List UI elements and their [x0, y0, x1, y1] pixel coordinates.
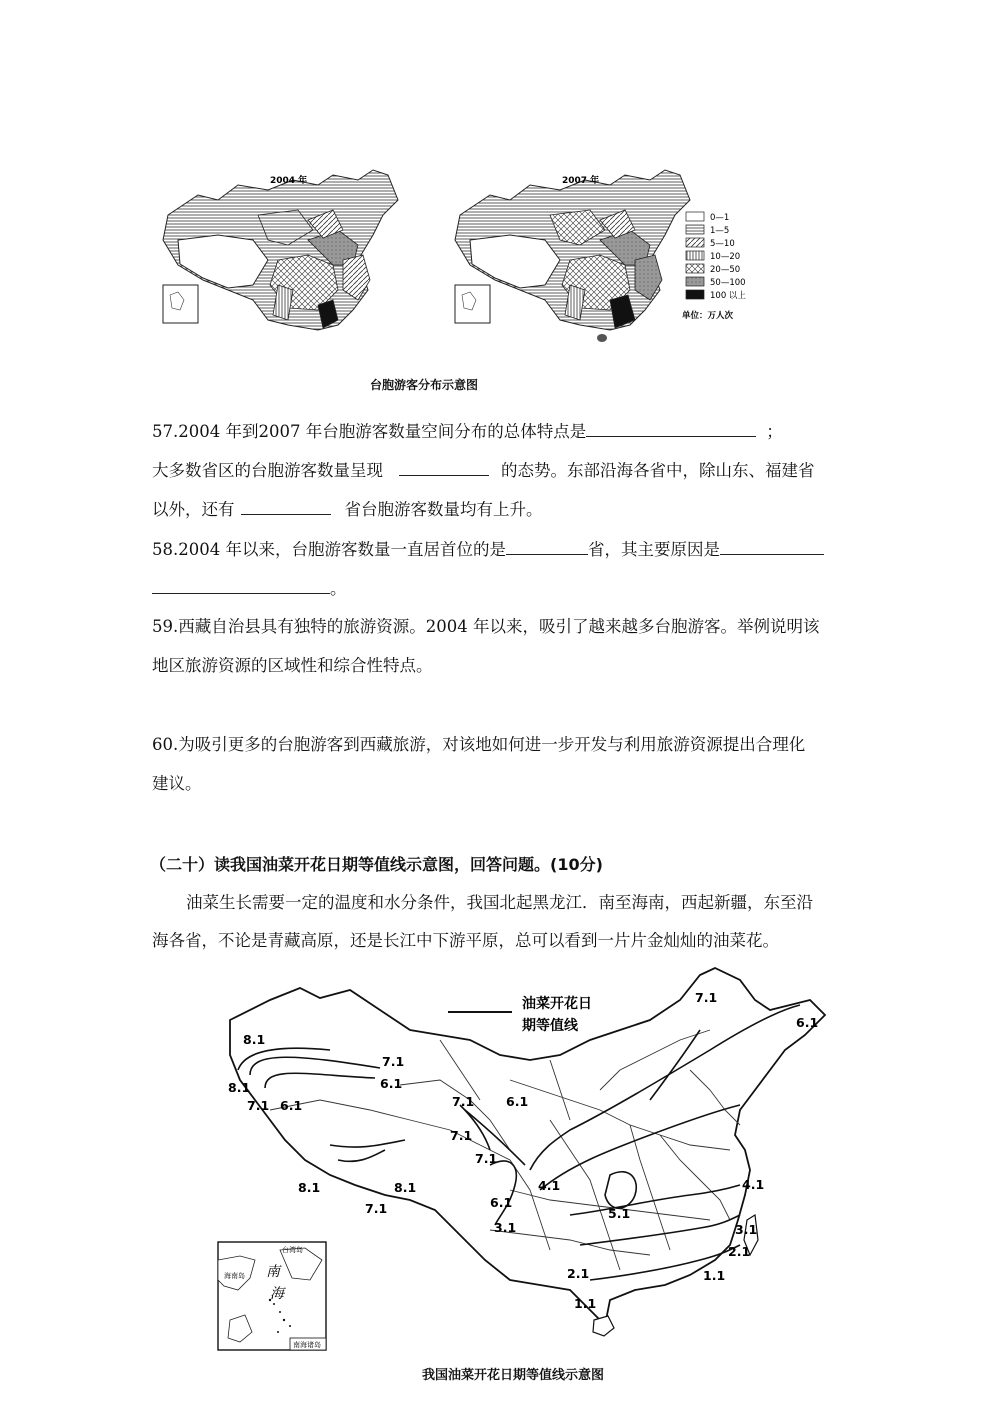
q57-text: 的态势。东部沿海各省中，除山东、福建省	[501, 461, 815, 480]
taiwan-tourists-maps	[150, 150, 790, 360]
q60-line2: 建议。	[152, 774, 202, 793]
q59-line1: 59.西藏自治县具有独特的旅游资源。2004 年以来，吸引了越来越多台胞游客。举例说明该	[152, 617, 820, 636]
isoline-label: 4.1	[742, 1177, 765, 1192]
inset-label-hainan: 海南岛	[224, 1272, 245, 1280]
isoline-legend-line1: 油菜开花日	[522, 996, 592, 1012]
inset-label-taiwan: 台湾岛	[282, 1246, 303, 1254]
q57-line1	[152, 420, 783, 442]
legend-item: 0—1	[710, 213, 730, 223]
q58-line1	[152, 538, 824, 560]
q58-text: 省，其主要原因是	[587, 540, 720, 559]
inset-sea-label: 海	[270, 1286, 284, 1302]
q58-text: 58.2004 年以来，台胞游客数量一直居首位的是	[152, 540, 506, 559]
isoline-label: 8.1	[243, 1032, 266, 1047]
legend-item: 5—10	[710, 239, 735, 249]
q57-blank-3[interactable]	[241, 498, 331, 515]
isoline-label: 2.1	[567, 1266, 590, 1281]
isoline-label: 5.1	[608, 1206, 631, 1221]
legend-item: 20—50	[710, 265, 741, 275]
q57-text: 57.2004 年到2007 年台胞游客数量空间分布的总体特点是	[152, 422, 587, 441]
legend-item: 50—100	[710, 278, 746, 288]
isoline-label: 4.1	[538, 1178, 561, 1193]
isoline-label: 8.1	[394, 1180, 417, 1195]
legend	[682, 212, 746, 321]
isoline-label: 3.1	[494, 1220, 517, 1235]
q57-text: 省台胞游客数量均有上升。	[344, 500, 543, 519]
isoline-legend-line2: 期等值线	[522, 1018, 578, 1034]
q59-line2: 地区旅游资源的区域性和综合性特点。	[152, 656, 433, 675]
q57-text: 以外，还有	[152, 500, 235, 519]
top-maps-caption: 台胞游客分布示意图	[370, 378, 479, 392]
isoline-label: 7.1	[365, 1201, 388, 1216]
inset-sea-label: 南	[266, 1264, 280, 1280]
q58-blank-3[interactable]	[152, 577, 330, 594]
q58-blank-2[interactable]	[720, 538, 824, 555]
isoline-label: 2.1	[728, 1244, 751, 1259]
legend-item: 1—5	[710, 226, 730, 236]
inset-label-islands: 南海诸岛	[293, 1341, 321, 1349]
south-china-sea-inset	[218, 1242, 326, 1350]
isoline-label: 7.1	[475, 1151, 498, 1166]
q57-line3	[152, 498, 543, 520]
section20-heading: （二十）读我国油菜开花日期等值线示意图，回答问题。(10分)	[150, 855, 603, 874]
legend-unit: 单位：万人次	[682, 311, 734, 321]
isoline-label: 6.1	[380, 1076, 403, 1091]
q57-line2	[152, 459, 815, 481]
isoline-label: 6.1	[506, 1094, 529, 1109]
isoline-label: 7.1	[450, 1128, 473, 1143]
q58-blank-1[interactable]	[506, 538, 588, 555]
isoline-label: 7.1	[382, 1054, 405, 1069]
legend-item: 10—20	[710, 252, 741, 262]
map-2004-label: 2004 年	[270, 176, 308, 186]
isoline-label: 6.1	[280, 1098, 303, 1113]
isoline-label: 6.1	[796, 1015, 819, 1030]
rapeseed-isoline-map	[210, 960, 850, 1360]
map-2007	[455, 170, 690, 342]
q60-line1: 60.为吸引更多的台胞游客到西藏旅游，对该地如何进一步开发与利用旅游资源提出合理化	[152, 735, 806, 754]
isoline-label: 1.1	[703, 1268, 726, 1283]
legend-item: 100 以上	[710, 291, 746, 301]
q57-blank-1[interactable]	[586, 420, 756, 437]
hainan-island	[593, 1316, 614, 1336]
isoline-label: 1.1	[574, 1296, 597, 1311]
q58-line2	[152, 577, 347, 599]
section20-para-line1: 油菜生长需要一定的温度和水分条件，我国北起黑龙江．南至海南，西起新疆，东至沿	[186, 893, 813, 912]
isoline-label: 8.1	[228, 1080, 251, 1095]
q57-blank-2[interactable]	[399, 459, 489, 476]
map-2004	[163, 170, 398, 330]
q58-end: 。	[330, 579, 347, 598]
isoline-label: 7.1	[452, 1094, 475, 1109]
isoline-label: 7.1	[247, 1098, 270, 1113]
rapeseed-map-caption: 我国油菜开花日期等值线示意图	[422, 1368, 605, 1383]
section20-para-line2: 海各省，不论是青藏高原，还是长江中下游平原，总可以看到一片片金灿灿的油菜花。	[152, 931, 779, 950]
isoline-label: 7.1	[695, 990, 718, 1005]
q57-text: 大多数省区的台胞游客数量呈现	[152, 461, 383, 480]
isoline-label: 3.1	[735, 1222, 758, 1237]
q57-end: ；	[766, 422, 783, 441]
isoline-label: 6.1	[490, 1195, 513, 1210]
isoline-label: 8.1	[298, 1180, 321, 1195]
map-2007-label: 2007 年	[562, 176, 600, 186]
